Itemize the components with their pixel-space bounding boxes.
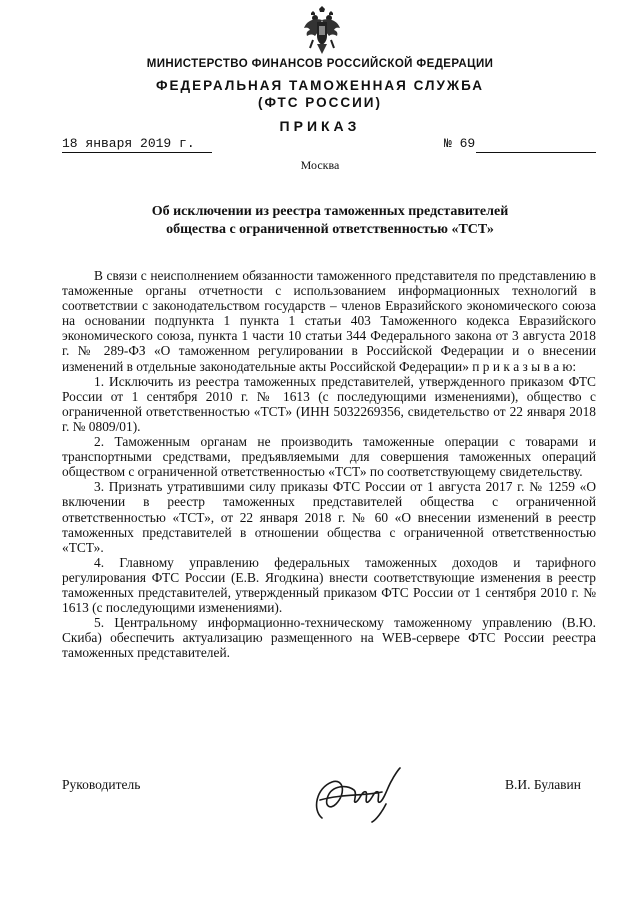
- order-item-3: 3. Признать утратившими силу приказы ФТС России от 1 августа 2017 г. № 1259 «О включении в реестр таможенных представителей общества с ограниченной ответственностью «ТСТ», от 22 января 2018 г. № 60 «О внесении изменений в реестр таможенных представителей в отношении общества с ограниченной ответственностью «ТСТ».: [62, 479, 596, 555]
- city: Москва: [300, 158, 340, 172]
- order-number: 69: [459, 136, 476, 151]
- signer-role: Руководитель: [62, 777, 141, 792]
- order-body: [62, 268, 596, 660]
- subject-line-2: общества с ограниченной ответственностью «ТСТ»: [166, 222, 494, 237]
- ministry-heading: МИНИСТЕРСТВО ФИНАНСОВ РОССИЙСКОЙ ФЕДЕРАЦИИ: [146, 58, 494, 70]
- service-heading: [0, 77, 640, 111]
- subject-line-1: Об исключении из реестра таможенных представителей: [151, 204, 509, 219]
- order-item-5: 5. Центральному информационно-техническому таможенному управлению (В.Ю. Скиба) обеспечить актуализацию размещенного на WEB-сервере ФТС России реестра таможенных представителей.: [62, 615, 596, 661]
- order-item-4: 4. Главному управлению федеральных таможенных доходов и тарифного регулирования ФТС России (Е.В. Ягодкина) внести соответствующие изменения в реестр таможенных представителей, утвержденный приказом ФТС России от 1 сентября 2010 г. № 1613 (с последующими изменениями).: [62, 554, 596, 616]
- signer-name: В.И. Булавин: [505, 777, 582, 792]
- order-item-1: 1. Исключить из реестра таможенных представителей, утвержденного приказом ФТС России от 1 сентября 2010 г. № 1613 (с последующими изменениями), общество с ограниченной ответственностью «ТСТ» (ИНН 5032269356, свидетельство от 22 января 2018 г. № 0809/01).: [62, 373, 596, 434]
- coat-of-arms-icon: [303, 6, 341, 56]
- order-number-row: [444, 136, 594, 151]
- preamble-paragraph: В связи с неисполнением обязанности таможенного представителя по представлению в таможенные органы отчетности с использованием информационных технологий в соответствии с законодательством государств – членов Евразийского экономического союза на основании подпункта 1 пункта 1 статьи 403 Таможенного кодекса Евразийского экономического союза, пункта 1 части 10 статьи 344 Федерального закона от 3 августа 2018 г. № 289-ФЗ «О таможенном регулировании в Российской Федерации и о внесении изменений в отдельные законодательные акты Российской Федерации» п р и к а з ы в а ю:: [62, 268, 596, 374]
- service-abbreviation: (ФТС РОССИИ): [258, 95, 382, 110]
- handwritten-signature: [302, 760, 410, 826]
- service-name: ФЕДЕРАЛЬНАЯ ТАМОЖЕННАЯ СЛУЖБА: [155, 78, 485, 93]
- number-sign: №: [444, 136, 452, 151]
- document-type: ПРИКАЗ: [279, 118, 361, 134]
- order-subject: [60, 203, 600, 239]
- number-underline: [476, 152, 596, 153]
- order-item-2: 2. Таможенным органам не производить таможенные операции с товарами и транспортными средствами, предъявляемыми для совершения таможенных операций обществом с ограниченной ответственностью «ТСТ» по соответствующему свидетельству.: [62, 434, 596, 480]
- order-date: 18 января 2019 г.: [62, 136, 212, 153]
